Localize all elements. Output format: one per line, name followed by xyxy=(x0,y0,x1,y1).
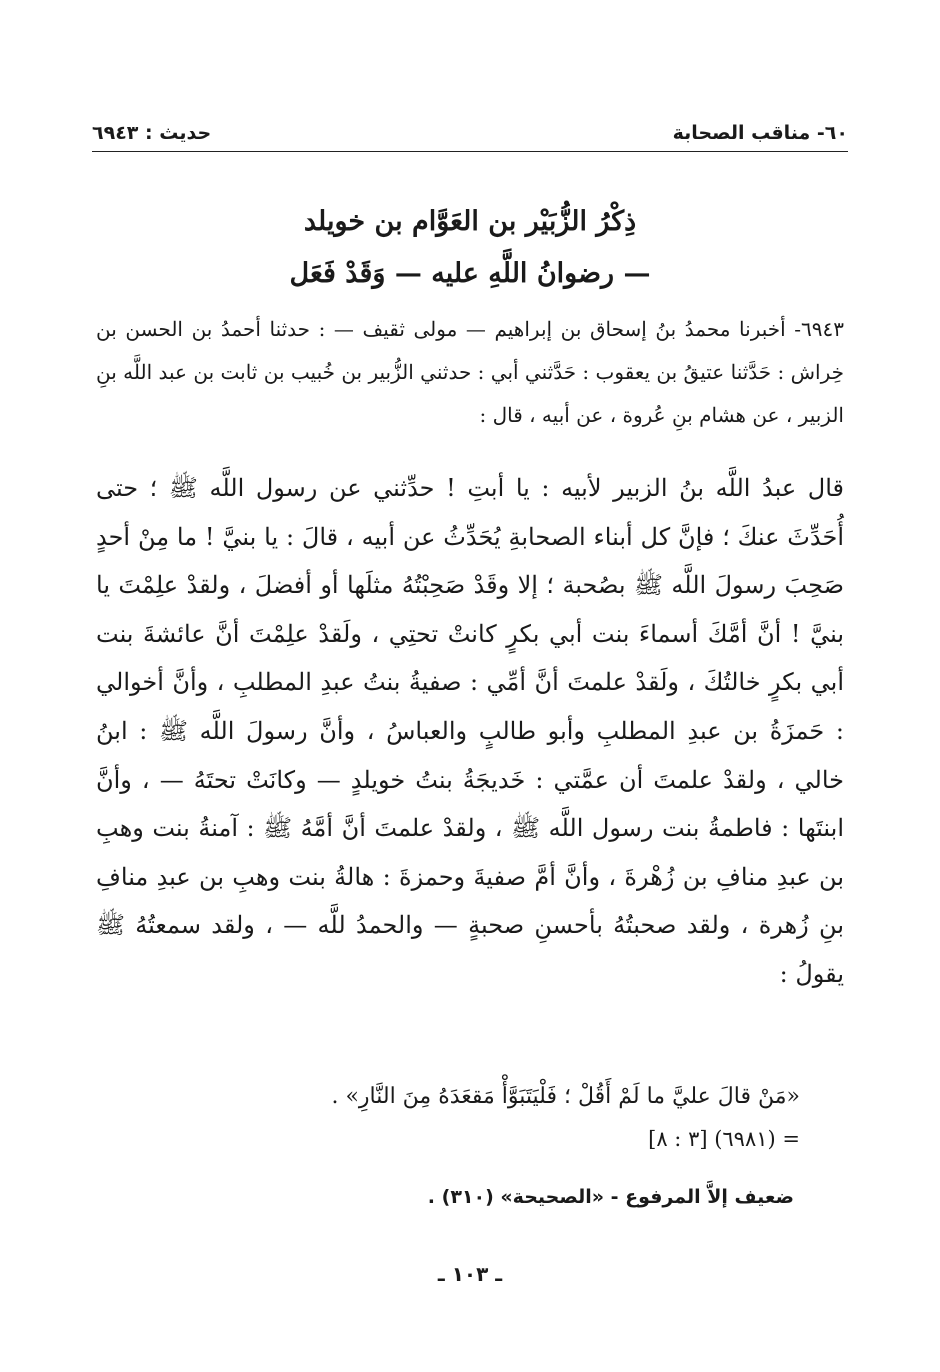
cross-reference: = (٦٩٨١) [٣ : ٨] xyxy=(648,1127,800,1151)
isnad-paragraph: ٦٩٤٣- أخبرنا محمدُ بنُ إسحاق بن إبراهيم — مولى ثقيف — : حدثنا أحمدُ بن الحسن بن خِراش : حَدَّثنا عتيقُ بن يعقوب : حَدَّثني أبي : حدثني الزُّبير بن خُبيب بن ثابت بن عبد اللَّه بنِ الزبير ، عن هشام بنِ عُروة ، عن أبيه ، قال : xyxy=(96,317,844,427)
page-number: ـ ١٠٣ ـ xyxy=(437,1262,503,1286)
hadith-grading: ضعيف إلاَّ المرفوع - «الصحيحة» (٣١٠) . xyxy=(427,1186,794,1208)
header-rule xyxy=(92,151,848,152)
matn-paragraph: قال عبدُ اللَّه بنُ الزبير لأبيه : يا أبتِ ! حدِّثني عن رسول اللَّه ﷺ ؛ حتى أُحَدِّثَ عنكَ ؛ فإنَّ كل أبناء الصحابةِ يُحَدِّثُ عن أبيه ، قالَ : يا بنيَّ ! ما مِنْ أحدٍ صَحِبَ رسولَ اللَّه ﷺ بصُحبة ؛ إلا وقَدْ صَحِبْتُهُ مثلَها أو أفضلَ ، ولقدْ علِمْتَ يا بنيَّ ! أنَّ أمَّكَ أسماءَ بنت أبي بكرٍ كانتْ تحتِي ، ولَقدْ علِمْتَ أنَّ عائشةَ بنت أبي بكرٍ خالتُكَ ، ولَقدْ علمتَ أنَّ أمِّي : صفيةُ بنتُ عبدِ المطلبِ ، وأنَّ أخوالي : حَمزَةُ بن عبدِ المطلبِ وأبو طالبٍ والعباسُ ، وأنَّ رسولَ اللَّه ﷺ : ابنُ خالي ، ولقدْ علمتَ أن عمَّتي : خَديجَةُ بنتُ خويلدٍ — وكانَتْ تحتَهُ — ، وأنَّ ابنتَها : فاطمةُ بنت رسول اللَّه ﷺ ، ولقدْ علمتَ أنَّ أمَّهُ ﷺ : آمنةُ بنت وهبِ بن عبدِ منافِ بن زُهْرةَ ، وأنَّ أمَّ صفيةَ وحمزةَ : هالةُ بنت وهبِ بن عبدِ منافِ بنِ زُهرة ، ولقد صحبتُهُ بأحسنِ صحبةٍ — والحمدُ للَّه — ، ولقد سمعتُهُ ﷺ يقولُ : xyxy=(96,474,844,988)
section-title-line-1: ذِكْرُ الزُّبَيْر بن العَوَّام بن خويلد xyxy=(303,206,637,237)
section-title xyxy=(120,196,820,300)
chapter-heading: ٦٠- مناقب الصحابة xyxy=(672,122,848,144)
section-title-line-2: — رضوانُ اللَّهِ عليه — وَقَدْ فَعَل xyxy=(289,258,651,289)
prophetic-quote: «مَنْ قالَ عليَّ ما لَمْ أَقُلْ ؛ فَلْيَتَبَوَّأْ مَقعَدَهُ مِنَ النَّارِ» . xyxy=(331,1084,800,1109)
running-head xyxy=(92,112,848,144)
hadith-reference: حديث : ٦٩٤٣ xyxy=(92,122,212,144)
